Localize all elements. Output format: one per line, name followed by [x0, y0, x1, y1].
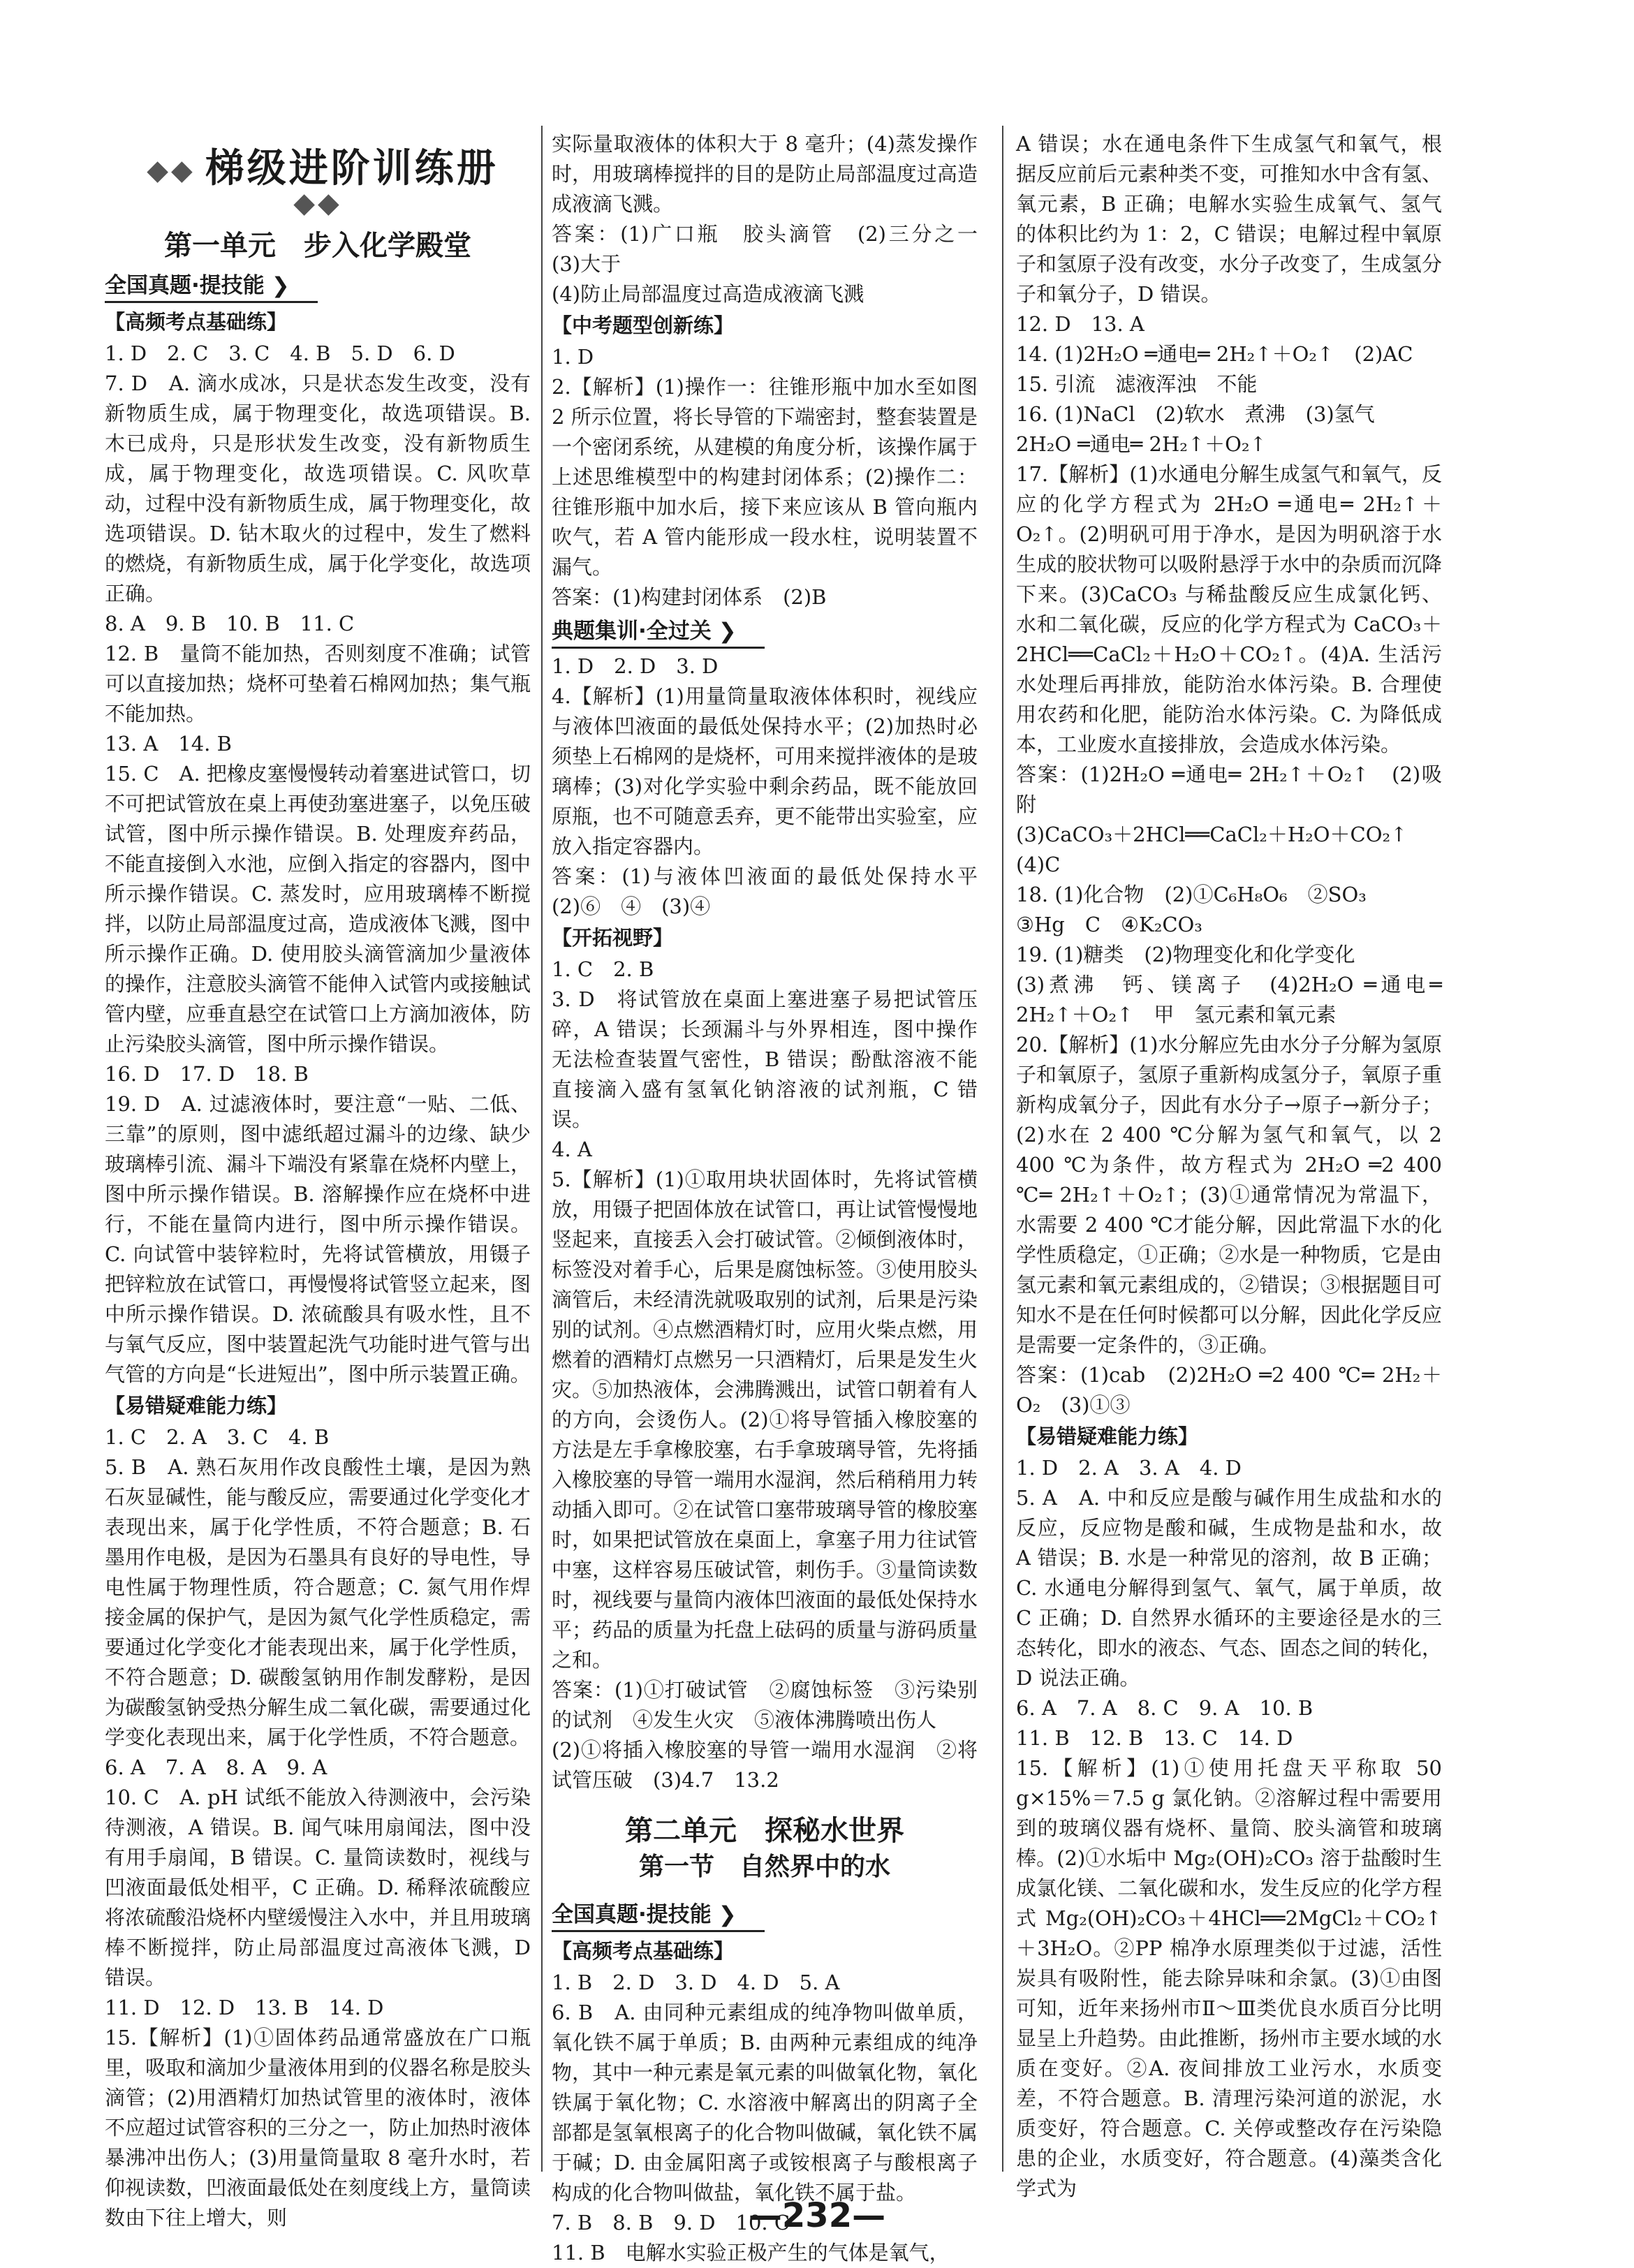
answer-line: 19. (1)糖类 (2)物理变化和化学变化: [1016, 943, 1355, 966]
answer-line: 7. B 8. B 9. D 10. C: [552, 2211, 790, 2234]
answer-line: 6. A 7. A 8. A 9. A: [105, 1755, 327, 1779]
subsection-header: 【开拓视野】: [552, 926, 674, 950]
answer-line: 4.【解析】(1)用量筒量取液体体积时，视线应与液体凹液面的最低处保持水平；(2)加热时必须垫上石棉网的是烧杯，可用来搅拌液体的是玻璃棒；(3)对化学实验中剩余药品，既不能放回原瓶，也不可随意丢弃，更不能带出实验室，应放入指定容器内。: [552, 684, 978, 858]
answer-line: 13. A 14. B: [105, 731, 232, 756]
answer-block: [552, 955, 978, 1795]
subsection-header: 【中考题型创新练】: [552, 314, 735, 337]
chevron-right-icon: ❯: [718, 619, 737, 644]
answer-line: (2)①将插入橡胶塞的导管一端用水湿润 ②将试管压破 (3)4.7 13.2: [552, 1738, 978, 1792]
answer-line: 16. D 17. D 18. B: [105, 1061, 309, 1086]
answer-line: 15.【解析】(1)①使用托盘天平称取 50 g×15%＝7.5 g 氯化钠。②溶解过程中需要用到的玻璃仪器有烧杯、量筒、胶头滴管和玻璃棒。(2)①水垢中 Mg₂(OH)₂CO₃ 溶于盐酸时生成氯化镁、二氧化碳和水，发生反应的化学方程式 Mg₂(OH)₂CO₃＋4HCl══2MgCl₂＋CO₂↑＋3H₂O。②PP 棉净水原理类似于过滤，活性炭具有吸附性，能去除异味和余氯。(3)①由图可知，近年来扬州市Ⅱ～Ⅲ类优良水质百分比明显呈上升趋势。由此推断，扬州市主要水域的水质在变好。②A. 夜间排放工业污水，水质变差，不符合题意。B. 清理污染河道的淤泥，水质变好，符合题意。C. 关停或整改存在污染隐患的企业，水质变好，符合题意。(4)藻类含化学式为: [1016, 1756, 1442, 2200]
subsection-header: 【高频考点基础练】: [105, 309, 288, 334]
answer-line: 15. 引流 滤液浑浊 不能: [1016, 372, 1258, 396]
answer-block: [552, 651, 999, 922]
answer-block: [1016, 1453, 1442, 2204]
answer-line: (3)煮沸 钙、镁离子 (4)2H₂O ═通电═ 2H₂↑＋O₂↑ 甲 氢元素和氧元素: [1016, 973, 1442, 1026]
answer-line: 11. B 电解水实验正极产生的气体是氧气，: [552, 2241, 950, 2265]
answer-line: 5.【解析】(1)①取用块状固体时，先将试管横放，用镊子把固体放在试管口，再让试管慢慢地竖起来，直接丢入会打破试管。②倾倒液体时，标签没对着手心，后果是腐蚀标签。③使用胶头滴管后，未经清洗就吸取别的试剂，后果是污染别的试剂。④点燃酒精灯时，应用火柴点燃，用燃着的酒精灯点燃另一只酒精灯，后果是发生火灾。⑤加热液体，会沸腾溅出，试管口朝着有人的方向，会烫伤人。(2)①将导管插入橡胶塞的方法是左手拿橡胶塞，右手拿玻璃导管，先将插入橡胶塞的导管一端用水湿润，然后稍稍用力转动插入即可。②在试管口塞带玻璃导管的橡胶塞时，如果把试管放在桌面上，拿塞子用力往试管中塞，这样容易压破试管，刺伤手。③量筒读数时，视线要与量筒内液体凹液面的最低处保持水平；药品的质量为托盘上砝码的质量与游码质量之和。: [552, 1168, 978, 1672]
section-title: 第一节 自然界中的水: [638, 1853, 890, 1881]
section-header: 典题集训·全过关 ❯: [552, 617, 765, 649]
answer-block: [105, 339, 531, 1390]
answer-line: 11. B 12. B 13. C 14. D: [1016, 1726, 1293, 1750]
answer-line: 1. D 2. D 3. D: [552, 654, 719, 678]
unit-title: 第二单元 探秘水世界: [625, 1815, 904, 1847]
answer-line: 答案：(1)cab (2)2H₂O ═2 400 ℃═ 2H₂＋O₂ (3)①③: [1016, 1363, 1442, 1417]
diamond-icon: ◆◆: [293, 186, 342, 219]
answer-line: (4)C: [1016, 853, 1061, 876]
subsection-header: 【易错疑难能力练】: [105, 1393, 288, 1418]
answer-line: 2.【解析】(1)操作一：往锥形瓶中加水至如图 2 所示位置，将长导管的下端密封，整套装置是一个密闭系统，从建模的角度分析，该操作属于上述思维模型中的构建封闭体系；(2)操作二：往锥形瓶中加水后，接下来应该从 B 管向瓶内吹气，若 A 管内能形成一段水柱，说明装置不漏气。: [552, 375, 978, 579]
answer-line: 17.【解析】(1)水通电分解生成氢气和氧气，反应的化学方程式为 2H₂O ═通电═ 2H₂↑＋O₂↑。(2)明矾可用于净水，是因为明矾溶于水生成的胶状物可以吸附悬浮于水中的杂质而沉降下来。(3)CaCO₃ 与稀盐酸反应生成氯化钙、水和二氧化碳，反应的化学方程式为 CaCO₃＋2HCl══CaCl₂＋H₂O＋CO₂↑。(4)A. 生活污水处理后再排放，能防治水体污染。B. 合理使用农药和化肥，能防治水体污染。C. 为降低成本，工业废水直接排放，会造成水体污染。: [1016, 462, 1442, 756]
answer-line: 1. B 2. D 3. D 4. D 5. A: [552, 1971, 840, 1994]
answer-line: 12. D 13. A: [1016, 312, 1144, 336]
column-right: [1016, 129, 1442, 2204]
section-header: 全国真题·提技能 ❯: [105, 271, 318, 303]
column-divider: [541, 126, 543, 2172]
answer-line: 15. C A. 把橡皮塞慢慢转动着塞进试管口，切不可把试管放在桌上再使劲塞进塞子，以免压破试管，图中所示操作错误。B. 处理废弃药品，不能直接倒入水池，应倒入指定的容器内，图中所示操作错误。C. 蒸发时，应用玻璃棒不断搅拌，以防止局部温度过高，造成液体飞溅，图中所示操作正确。D. 使用胶头滴管滴加少量液体的操作，注意胶头滴管不能伸入试管内或接触试管内壁，应垂直悬空在试管口上方滴加液体，防止污染胶头滴管，图中所示操作错误。: [105, 761, 531, 1056]
answer-line: 4. A: [552, 1137, 592, 1161]
answer-line: 18. (1)化合物 (2)①C₆H₈O₆ ②SO₃: [1016, 883, 1367, 906]
answer-block: [1016, 129, 1442, 1420]
answer-line: 答案：(1)广口瓶 胶头滴管 (2)三分之一 (3)大于: [552, 222, 999, 276]
answer-line: 8. A 9. B 10. B 11. C: [105, 611, 355, 635]
answer-line: 答案：(1)构建封闭体系 (2)B: [552, 585, 827, 609]
answer-line: 1. D: [552, 345, 594, 369]
answer-line: 1. C 2. B: [552, 957, 654, 981]
subsection-header: 【易错疑难能力练】: [1016, 1424, 1199, 1448]
answer-line: 答案：(1)2H₂O ═通电═ 2H₂↑＋O₂↑ (2)吸附: [1016, 763, 1442, 816]
unit-title: 第一单元 步入化学殿堂: [164, 229, 471, 262]
answer-line: 3. D 将试管放在桌面上塞进塞子易把试管压碎，A 错误；长颈漏斗与外界相连，图中操作无法检查装置气密性，B 错误；酚酞溶液不能直接滴入盛有氢氧化钠溶液的试剂瓶，C 错误。: [552, 987, 978, 1131]
column-left: [105, 140, 531, 2233]
answer-line: 14. (1)2H₂O ═通电═ 2H₂↑＋O₂↑ (2)AC: [1016, 342, 1413, 366]
answer-line: 5. A A. 中和反应是酸与碱作用生成盐和水的反应，反应物是酸和碱，生成物是盐和水，故 A 错误；B. 水是一种常见的溶剂，故 B 正确；C. 水通电分解得到氢气、氧气，属于单质，故 C 正确；D. 自然界水循环的主要途径是水的三态转化，即水的液态、气态、固态之间的转化，D 说法正确。: [1016, 1486, 1442, 1690]
page-number: —232—: [748, 2196, 886, 2235]
answer-line: 19. D A. 过滤液体时，要注意“一贴、二低、三靠”的原则，图中滤纸超过漏斗的边缘、缺少玻璃棒引流、漏斗下端没有紧靠在烧杯内壁上，图中所示操作错误。B. 溶解操作应在烧杯中进行，不能在量筒内进行，图中所示操作错误。C. 向试管中装锌粒时，先将试管横放，用镊子把锌粒放在试管口，再慢慢将试管竖立起来，图中所示操作错误。D. 浓硫酸具有吸水性，且不与氧气反应，图中装置起洗气功能时进气管与出气管的方向是“长进短出”，图中所示装置正确。: [105, 1091, 531, 1386]
answer-block: [552, 342, 978, 612]
book-title: ◆◆ 梯级进阶训练册◆◆: [147, 146, 499, 219]
section-header: 全国真题·提技能 ❯: [552, 1900, 765, 1932]
answer-line: A 错误；水在通电条件下生成氢气和氧气，根据反应前后元素种类不变，可推知水中含有氢、氧元素，B 正确；电解水实验生成氧气、氢气的体积比约为 1：2，C 错误；电解过程中氧原子和氢原子没有改变，水分子改变了，生成氢分子和氧分子，D 错误。: [1016, 132, 1442, 306]
answer-line: (3)CaCO₃＋2HCl══CaCl₂＋H₂O＋CO₂↑: [1016, 823, 1408, 846]
answer-line: 15.【解析】(1)①固体药品通常盛放在广口瓶里，吸取和滴加少量液体用到的仪器名称是胶头滴管；(2)用酒精灯加热试管里的液体时，液体不应超过试管容积的三分之一，防止加热时液体暴沸冲出伤人；(3)用量筒量取 8 毫升水时，若仰视读数，凹液面最低处在刻度线上方，量筒读数由下往上增大，则: [105, 2025, 531, 2230]
answer-line: (4)防止局部温度过高造成液滴飞溅: [552, 282, 864, 306]
answer-line: 16. (1)NaCl (2)软水 煮沸 (3)氢气: [1016, 402, 1375, 426]
subsection-header: 【高频考点基础练】: [552, 1939, 735, 1963]
answer-line: 20.【解析】(1)水分解应先由水分子分解为氢原子和氧原子，氢原子重新构成氢分子，氧原子重新构成氧分子，因此有水分子→原子→新分子；(2)水在 2 400 ℃分解为氢气和氧气，以 2 400 ℃为条件，故方程式为 2H₂O ═2 400 ℃═ 2H₂↑＋O₂↑；(3)①通常情况为常温下，水需要 2 400 ℃才能分解，因此常温下水的化学性质稳定，①正确；②水是一种物质，它是由氢元素和氧元素组成的，②错误；③根据题目可知水不是在任何时候都可以分解，因此化学反应是需要一定条件的，③正确。: [1016, 1033, 1442, 1357]
answer-line: 1. D 2. C 3. C 4. B 5. D 6. D: [105, 341, 455, 365]
diamond-icon: ◆◆: [147, 154, 196, 187]
answer-line: 1. D 2. A 3. A 4. D: [1016, 1456, 1242, 1480]
answer-line: ③Hg C ④K₂CO₃: [1016, 913, 1202, 936]
chevron-right-icon: ❯: [718, 1902, 737, 1927]
answer-line: 2H₂O ═通电═ 2H₂↑＋O₂↑: [1016, 432, 1267, 456]
answer-line: 1. C 2. A 3. C 4. B: [105, 1424, 330, 1449]
answer-line: 答案：(1)与液体凹液面的最低处保持水平 (2)⑥ ④ (3)④: [552, 864, 999, 918]
answer-block: [105, 1422, 531, 2233]
answer-line: 12. B 量筒不能加热，否则刻度不准确；试管可以直接加热；烧杯可垫着石棉网加热；集气瓶不能加热。: [105, 641, 531, 726]
answer-line: 7. D A. 滴水成冰，只是状态发生改变，没有新物质生成，属于物理变化，故选项错误。B. 木已成舟，只是形状发生改变，没有新物质生成，属于物理变化，故选项错误。C. 风吹草动，过程中没有新物质生成，属于物理变化，故选项错误。D. 钻木取火的过程中，发生了燃料的燃烧，有新物质生成，属于化学变化，故选项正确。: [105, 371, 531, 605]
answer-line: 6. A 7. A 8. C 9. A 10. B: [1016, 1696, 1313, 1720]
answer-block: [552, 129, 999, 309]
answer-line: 实际量取液体的体积大于 8 毫升；(4)蒸发操作时，用玻璃棒搅拌的目的是防止局部温度过高造成液滴飞溅。: [552, 132, 978, 216]
chevron-right-icon: ❯: [271, 272, 290, 298]
column-middle: [552, 129, 999, 2268]
column-divider: [1002, 126, 1003, 2172]
answer-line: 答案：(1)①打破试管 ②腐蚀标签 ③污染别的试剂 ④发生火灾 ⑤液体沸腾喷出伤人: [552, 1678, 978, 1732]
answer-line: 5. B A. 熟石灰用作改良酸性土壤，是因为熟石灰显碱性，能与酸反应，需要通过化学变化才表现出来，属于化学性质，不符合题意；B. 石墨用作电极，是因为石墨具有良好的导电性，导电性属于物理性质，符合题意；C. 氮气用作焊接金属的保护气，是因为氮气化学性质稳定，需要通过化学变化才能表现出来，属于化学性质，不符合题意；D. 碳酸氢钠用作制发酵粉，是因为碳酸氢钠受热分解生成二氧化碳，需要通过化学变化表现出来，属于化学性质，不符合题意。: [105, 1455, 531, 1749]
answer-line: 10. C A. pH 试纸不能放入待测液中，会污染待测液，A 错误。B. 闻气味用扇闻法，图中没有用手扇闻，B 错误。C. 量筒读数时，视线与凹液面最低处相平，C 正确。D. 稀释浓硫酸应将浓硫酸沿烧杯内壁缓慢注入水中，并且用玻璃棒不断搅拌，防止局部温度过高液体飞溅，D 错误。: [105, 1785, 531, 1989]
answer-line: 11. D 12. D 13. B 14. D: [105, 1995, 384, 2019]
answer-line: 6. B A. 由同种元素组成的纯净物叫做单质，氧化铁不属于单质；B. 由两种元素组成的纯净物，其中一种元素是氧元素的叫做氧化物，氧化铁属于氧化物；C. 水溶液中解离出的阴离子全部都是氢氧根离子的化合物叫做碱，氧化铁不属于碱；D. 由金属阳离子或铵根离子与酸根离子构成的化合物叫做盐，氧化铁不属于盐。: [552, 2001, 978, 2204]
